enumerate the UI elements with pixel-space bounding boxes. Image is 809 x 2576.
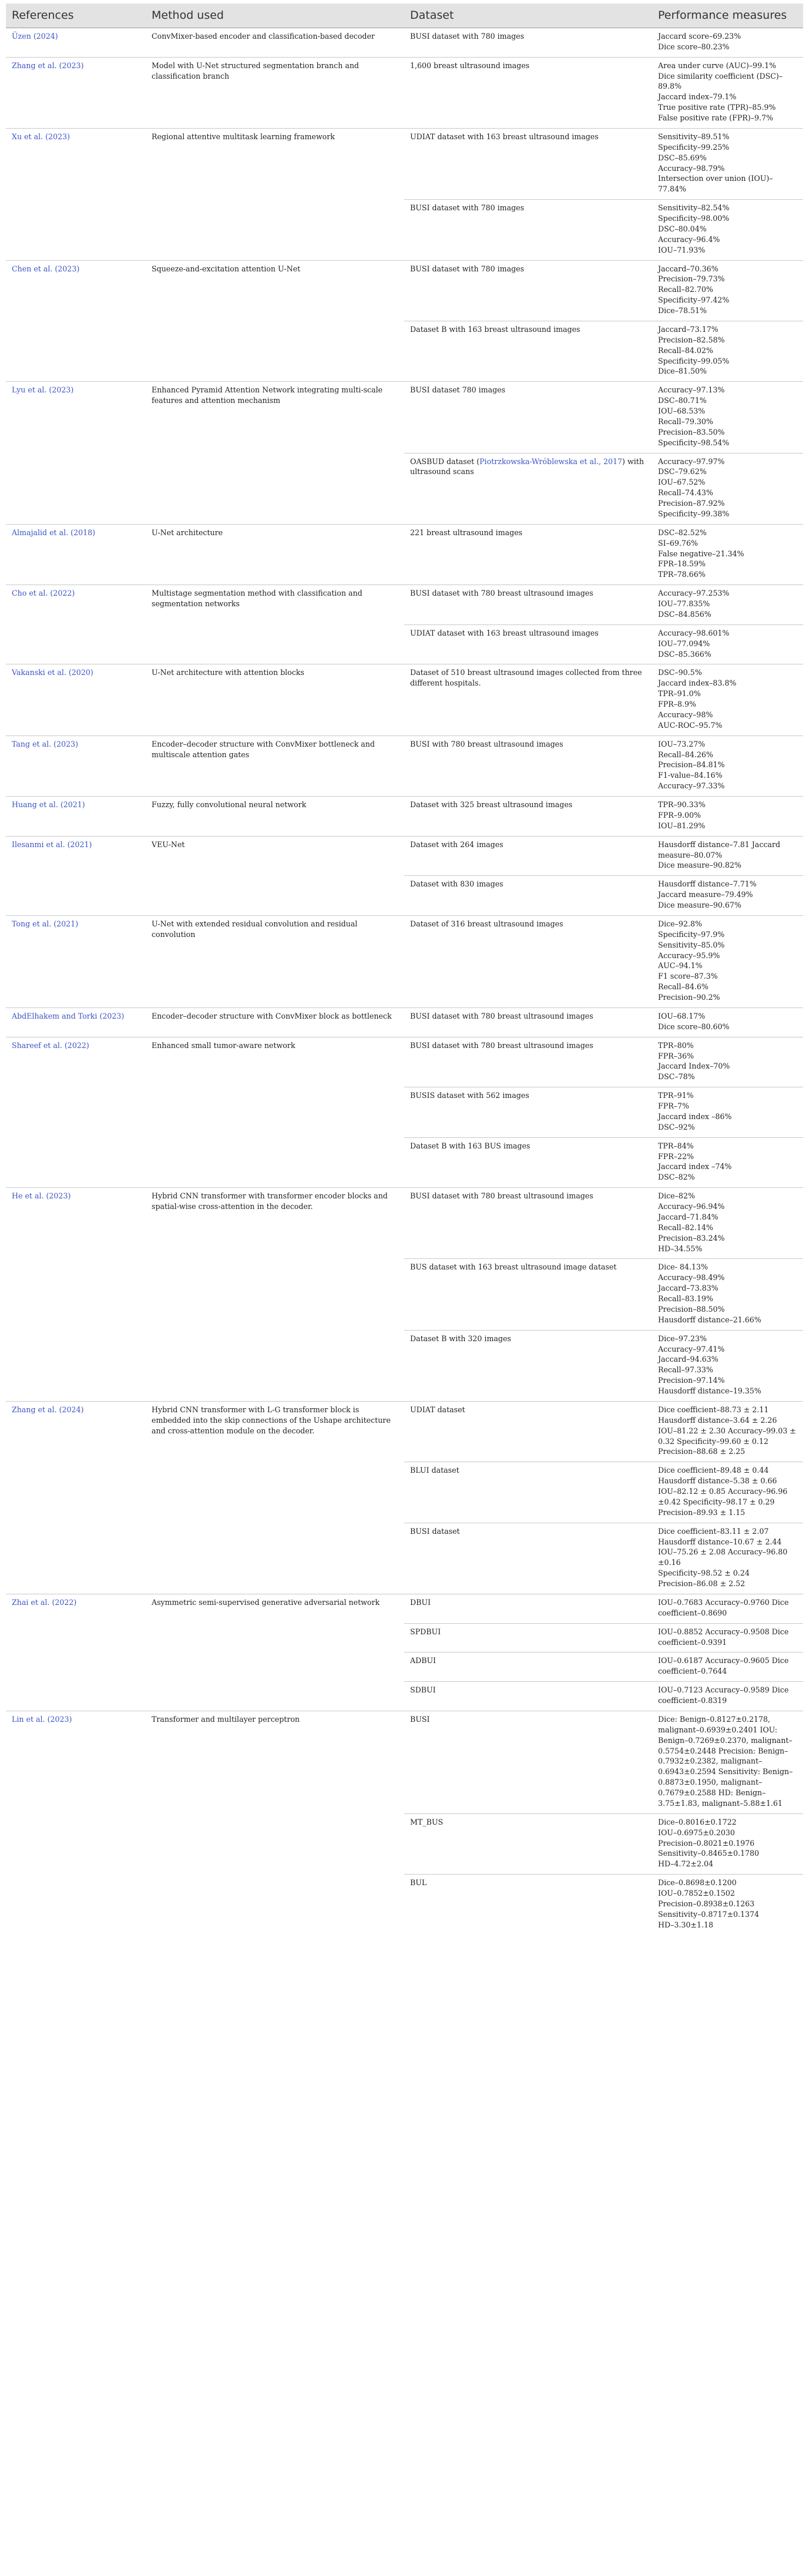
performance-measure: HD–3.30±1.18	[658, 1920, 714, 1929]
reference-link[interactable]: Zhang et al. (2023)	[6, 57, 146, 128]
performance-cell	[652, 524, 803, 585]
performance-cell	[652, 1875, 803, 1935]
reference-link[interactable]: He et al. (2023)	[6, 1188, 146, 1402]
performance-measure: Precision–90.2%	[658, 993, 720, 1002]
performance-cell	[652, 1462, 803, 1523]
performance-measure: Jaccard Index–70%	[658, 1062, 730, 1071]
dataset-cell: Dataset of 316 breast ultrasound images	[404, 915, 652, 1007]
performance-measure: Dice coefficient–88.73 ± 2.11 Hausdorff distance–3.64 ± 2.26 IOU–81.22 ± 2.30 Accuracy–99.03 ± 0.32 Specificity–99.60 ± 0.12 Precision–88.68 ± 2.25	[658, 1405, 796, 1456]
method-cell: Multistage segmentation method with classification and segmentation networks	[146, 585, 404, 664]
performance-cell	[652, 1087, 803, 1138]
performance-measure: IOU–81.29%	[658, 821, 706, 830]
performance-cell	[652, 797, 803, 837]
dataset-cell: OASBUD dataset (Piotrzkowska-Wróblewska et al., 2017) with ultrasound scans	[404, 453, 652, 524]
performance-cell	[652, 1711, 803, 1813]
dataset-cell: UDIAT dataset	[404, 1401, 652, 1462]
table-row	[6, 664, 803, 735]
performance-measure: FPR–9.00%	[658, 810, 701, 820]
performance-cell	[652, 453, 803, 524]
performance-measure: DSC–84.856%	[658, 609, 711, 619]
performance-measure: Recall–97.33%	[658, 1365, 713, 1375]
dataset-cell: Dataset B with 163 breast ultrasound images	[404, 321, 652, 381]
performance-measure: Specificity–99.38%	[658, 509, 730, 518]
performance-measure: TPR–91%	[658, 1091, 694, 1100]
dataset-citation-link[interactable]: Piotrzkowska-Wróblewska et al., 2017	[479, 456, 623, 466]
performance-measure: Accuracy–98.49%	[658, 1273, 725, 1282]
performance-measure: FPR–8.9%	[658, 700, 696, 709]
reference-link[interactable]: Chen et al. (2023)	[6, 260, 146, 382]
header-references: References	[6, 4, 146, 28]
performance-measure: Jaccard index –86%	[658, 1111, 732, 1121]
method-cell: U-Net with extended residual convolution and residual convolution	[146, 915, 404, 1007]
table-row	[6, 1037, 803, 1087]
performance-measure: Accuracy–97.97%	[658, 456, 725, 466]
performance-cell	[652, 1330, 803, 1401]
reference-link[interactable]: Tong et al. (2021)	[6, 915, 146, 1007]
method-cell: VEU-Net	[146, 836, 404, 915]
method-cell: Encoder–decoder structure with ConvMixer bottleneck and multiscale attention gates	[146, 735, 404, 796]
reference-link[interactable]: Zhang et al. (2024)	[6, 1401, 146, 1594]
performance-measure: IOU–0.7852±0.1502	[658, 1889, 735, 1898]
performance-measure: Precision–87.92%	[658, 499, 725, 508]
reference-link[interactable]: Xu et al. (2023)	[6, 128, 146, 260]
performance-measure: Jaccard–73.83%	[658, 1284, 719, 1293]
performance-measure: Sensitivity–0.8717±0.1374	[658, 1909, 760, 1919]
performance-measure: Hausdorff distance–19.35%	[658, 1386, 761, 1396]
header-method-used: Method used	[146, 4, 404, 28]
performance-measure: F1-value–84.16%	[658, 771, 723, 780]
performance-measure: Specificity–99.05%	[658, 356, 730, 365]
performance-measure: IOU–0.7683 Accuracy–0.9760 Dice coefficient–0.8690	[658, 1597, 789, 1617]
dataset-cell: 1,600 breast ultrasound images	[404, 57, 652, 128]
performance-measure: DSC–80.04%	[658, 224, 707, 233]
method-cell: Squeeze-and-excitation attention U-Net	[146, 260, 404, 382]
reference-link[interactable]: Ilesanmi et al. (2021)	[6, 836, 146, 915]
performance-measure: Jaccard index–79.1%	[658, 92, 737, 102]
literature-table	[6, 4, 803, 1935]
dataset-cell: BUSI dataset with 780 images	[404, 260, 652, 321]
dataset-cell: BUSI dataset with 780 breast ultrasound images	[404, 1007, 652, 1037]
performance-measure: Dice–81.50%	[658, 367, 707, 376]
performance-measure: Dice coefficient–83.11 ± 2.07 Hausdorff distance–10.67 ± 2.44 IOU–75.26 ± 2.08 Accuracy–96.80 ±0.16	[658, 1526, 788, 1567]
dataset-cell: BLUI dataset	[404, 1462, 652, 1523]
performance-cell	[652, 1259, 803, 1330]
dataset-cell: UDIAT dataset with 163 breast ultrasound images	[404, 624, 652, 664]
performance-cell	[652, 1594, 803, 1623]
performance-measure: TPR–80%	[658, 1040, 694, 1050]
header-dataset: Dataset	[404, 4, 652, 28]
reference-link[interactable]: Almajalid et al. (2018)	[6, 524, 146, 585]
performance-measure: IOU–68.17%	[658, 1011, 706, 1020]
dataset-cell: BUS dataset with 163 breast ultrasound image dataset	[404, 1259, 652, 1330]
dataset-cell: BUSI dataset with 780 breast ultrasound images	[404, 585, 652, 625]
reference-link[interactable]: Cho et al. (2022)	[6, 585, 146, 664]
performance-cell	[652, 1653, 803, 1682]
table-row	[6, 382, 803, 453]
performance-measure: SI–69.76%	[658, 538, 698, 548]
performance-measure: Hausdorff distance–7.71%	[658, 879, 757, 889]
performance-measure: Precision–84.81%	[658, 760, 725, 770]
performance-measure: IOU–0.6975±0.2030	[658, 1828, 735, 1837]
performance-measure: TPR–90.33%	[658, 800, 706, 810]
dataset-cell: SDBUI	[404, 1682, 652, 1711]
performance-measure: Jaccard index–83.8%	[658, 679, 737, 688]
header-performance-measures: Performance measures	[652, 4, 803, 28]
performance-measure: Dice coefficient–89.48 ± 0.44 Hausdorff distance–5.38 ± 0.66 IOU–82.12 ± 0.85 Accuracy–96.96 ±0.42 Specificity–98.17 ± 0.29 Precision–89.93 ± 1.15	[658, 1466, 788, 1517]
performance-measure: Precision–97.14%	[658, 1376, 725, 1385]
table-row	[6, 735, 803, 796]
performance-measure: Dice score–80.23%	[658, 42, 730, 51]
reference-link[interactable]: Tang et al. (2023)	[6, 735, 146, 796]
performance-measure: Specificity–99.25%	[658, 142, 730, 152]
performance-cell	[652, 836, 803, 876]
performance-measure: TPR–78.66%	[658, 570, 706, 579]
performance-measure: Intersection over union (IOU)–77.84%	[658, 174, 773, 194]
performance-measure: Recall–82.70%	[658, 285, 713, 294]
performance-measure: Accuracy–98.601%	[658, 628, 730, 637]
method-cell: Transformer and multilayer perceptron	[146, 1711, 404, 1934]
dataset-cell: 221 breast ultrasound images	[404, 524, 652, 585]
performance-measure: False negative–21.34%	[658, 549, 744, 558]
performance-measure: Recall–82.14%	[658, 1222, 713, 1232]
table-row	[6, 1007, 803, 1037]
performance-measure: IOU–71.93%	[658, 245, 706, 254]
performance-measure: HD–34.55%	[658, 1244, 703, 1253]
table-row	[6, 585, 803, 625]
performance-measure: Dice–0.8016±0.1722	[658, 1817, 737, 1826]
method-cell: Enhanced Pyramid Attention Network integrating multi-scale features and attention mechanism	[146, 382, 404, 525]
method-cell: ConvMixer-based encoder and classification-based decoder	[146, 28, 404, 57]
table-body	[6, 28, 803, 1934]
performance-measure: DSC–85.69%	[658, 153, 707, 162]
performance-measure: TPR–84%	[658, 1141, 694, 1150]
performance-measure: TPR–91.0%	[658, 689, 701, 698]
performance-measure: FPR–36%	[658, 1051, 694, 1060]
performance-measure: IOU–77.094%	[658, 639, 710, 648]
table-row	[6, 1594, 803, 1623]
table-row	[6, 524, 803, 585]
table-row	[6, 1401, 803, 1462]
performance-measure: Dice–0.8698±0.1200	[658, 1878, 737, 1888]
dataset-cell: BUSI dataset with 780 breast ultrasound images	[404, 1188, 652, 1259]
performance-cell	[652, 735, 803, 796]
performance-measure: DSC–90.5%	[658, 668, 702, 677]
performance-measure: FPR–7%	[658, 1101, 689, 1111]
performance-measure: Area under curve (AUC)–99.1%	[658, 61, 777, 70]
performance-measure: Precision–83.50%	[658, 427, 725, 436]
dataset-cell: BUSI with 780 breast ultrasound images	[404, 735, 652, 796]
performance-cell	[652, 1623, 803, 1653]
reference-link[interactable]: Lin et al. (2023)	[6, 1711, 146, 1934]
performance-cell	[652, 321, 803, 381]
performance-measure: AUC–94.1%	[658, 961, 703, 970]
method-cell: Hybrid CNN transformer with transformer encoder blocks and spatial-wise cross-attention in the decoder.	[146, 1188, 404, 1402]
method-cell: U-Net architecture	[146, 524, 404, 585]
performance-measure: Dice measure–90.82%	[658, 861, 741, 870]
reference-link[interactable]: Zhai et al. (2022)	[6, 1594, 146, 1711]
performance-cell	[652, 1137, 803, 1188]
performance-measure: Specificity–98.54%	[658, 438, 730, 447]
method-cell: Encoder–decoder structure with ConvMixer block as bottleneck	[146, 1007, 404, 1037]
performance-measure: Jaccard index –74%	[658, 1162, 732, 1171]
performance-cell	[652, 624, 803, 664]
dataset-cell: SPDBUI	[404, 1623, 652, 1653]
dataset-cell: MT_BUS	[404, 1813, 652, 1874]
performance-measure: DSC–78%	[658, 1072, 695, 1082]
performance-measure: Sensitivity–82.54%	[658, 203, 730, 213]
performance-cell	[652, 200, 803, 260]
performance-measure: Precision–86.08 ± 2.52	[658, 1579, 746, 1588]
dataset-suffix: with ultrasound scans	[410, 456, 644, 476]
performance-measure: IOU–68.53%	[658, 407, 706, 416]
performance-measure: Precision–79.73%	[658, 274, 725, 284]
table-row	[6, 260, 803, 321]
performance-measure: Dice similarity coefficient (DSC)–89.8%	[658, 71, 783, 91]
reference-link[interactable]: Shareef et al. (2022)	[6, 1037, 146, 1188]
performance-measure: Dice–82%	[658, 1191, 695, 1201]
performance-measure: Hausdorff distance–7.81 Jaccard measure–80.07%	[658, 839, 781, 859]
table-row	[6, 915, 803, 1007]
performance-measure: AUC-ROC–95.7%	[658, 720, 723, 730]
performance-measure: Recall–74.43%	[658, 488, 713, 498]
reference-link[interactable]: Vakanski et al. (2020)	[6, 664, 146, 735]
performance-measure: Accuracy–95.9%	[658, 951, 720, 960]
table-row	[6, 836, 803, 876]
performance-measure: F1 score–87.3%	[658, 972, 718, 981]
performance-cell	[652, 57, 803, 128]
performance-measure: Recall–79.30%	[658, 417, 713, 426]
header-row	[6, 4, 803, 28]
performance-measure: DSC–80.71%	[658, 396, 707, 405]
dataset-cell: BUSI dataset	[404, 1523, 652, 1594]
performance-measure: Accuracy–96.94%	[658, 1202, 725, 1211]
performance-measure: Accuracy–96.4%	[658, 234, 720, 244]
performance-measure: DSC–82.52%	[658, 528, 707, 537]
performance-measure: DSC–82%	[658, 1173, 695, 1182]
dataset-cell: Dataset of 510 breast ultrasound images collected from three different hospitals.	[404, 664, 652, 735]
performance-measure: Dice measure–90.67%	[658, 901, 741, 910]
method-cell: Enhanced small tumor-aware network	[146, 1037, 404, 1188]
performance-measure: IOU–0.6187 Accuracy–0.9605 Dice coefficient–0.7644	[658, 1656, 789, 1676]
dataset-cell: Dataset B with 163 BUS images	[404, 1137, 652, 1188]
performance-measure: Accuracy–98%	[658, 710, 713, 719]
performance-measure: Precision–83.24%	[658, 1233, 725, 1242]
dataset-cell: BUSI dataset with 780 images	[404, 28, 652, 57]
performance-measure: Jaccard score–69.23%	[658, 31, 741, 41]
performance-measure: IOU–0.8852 Accuracy–0.9508 Dice coefficient–0.9391	[658, 1627, 789, 1647]
performance-measure: IOU–73.27%	[658, 739, 706, 748]
performance-cell	[652, 915, 803, 1007]
dataset-cell: BUSI dataset with 780 breast ultrasound images	[404, 1037, 652, 1087]
performance-measure: Jaccard–71.84%	[658, 1212, 719, 1221]
table-row	[6, 28, 803, 57]
performance-measure: Precision–0.8021±0.1976	[658, 1838, 755, 1848]
dataset-cell: Dataset with 325 breast ultrasound images	[404, 797, 652, 837]
performance-measure: Accuracy–97.13%	[658, 385, 725, 395]
performance-measure: Accuracy–97.33%	[658, 781, 725, 791]
performance-measure: HD–4.72±2.04	[658, 1859, 714, 1869]
performance-measure: Jaccard–73.17%	[658, 324, 719, 334]
performance-cell	[652, 585, 803, 625]
performance-measure: Specificity–98.00%	[658, 214, 730, 223]
performance-measure: Specificity–98.52 ± 0.24	[658, 1569, 750, 1578]
performance-measure: True positive rate (TPR)–85.9%	[658, 103, 776, 112]
performance-measure: Precision–82.58%	[658, 335, 725, 344]
performance-cell	[652, 1401, 803, 1462]
performance-measure: False positive rate (FPR)–9.7%	[658, 113, 773, 123]
performance-measure: Dice- 84.13%	[658, 1262, 708, 1272]
performance-measure: Recall–84.26%	[658, 750, 713, 759]
performance-cell	[652, 382, 803, 453]
performance-measure: Dice–78.51%	[658, 306, 707, 315]
method-cell: Hybrid CNN transformer with L-G transformer block is embedded into the skip connections of the Ushape architecture and cross-attention module on the decoder.	[146, 1401, 404, 1594]
dataset-cell: BUSI	[404, 1711, 652, 1813]
performance-cell	[652, 876, 803, 916]
performance-measure: Precision–0.8938±0.1263	[658, 1899, 755, 1908]
performance-measure: Precision–88.50%	[658, 1304, 725, 1314]
performance-measure: IOU–0.7123 Accuracy–0.9589 Dice coefficient–0.8319	[658, 1685, 789, 1705]
performance-measure: Recall–84.6%	[658, 982, 709, 992]
performance-measure: Recall–84.02%	[658, 345, 713, 355]
performance-measure: Jaccard measure–79.49%	[658, 890, 753, 899]
performance-measure: DSC–79.62%	[658, 467, 707, 476]
dataset-name: OASBUD dataset	[410, 456, 475, 466]
performance-cell	[652, 1523, 803, 1594]
performance-measure: Dice score–80.60%	[658, 1022, 730, 1031]
performance-cell	[652, 128, 803, 199]
dataset-cell: BUSI dataset with 780 images	[404, 200, 652, 260]
performance-measure: Dice–92.8%	[658, 919, 702, 928]
performance-measure: Hausdorff distance–21.66%	[658, 1315, 761, 1324]
performance-cell	[652, 1813, 803, 1874]
performance-measure: Jaccard–70.36%	[658, 264, 719, 273]
performance-measure: Specificity–97.9%	[658, 929, 725, 939]
dataset-cell: Dataset B with 320 images	[404, 1330, 652, 1401]
performance-measure: Recall–83.19%	[658, 1294, 713, 1304]
performance-measure: Jaccard–94.63%	[658, 1355, 719, 1364]
method-cell: Model with U-Net structured segmentation branch and classification branch	[146, 57, 404, 128]
dataset-cell: DBUI	[404, 1594, 652, 1623]
performance-cell	[652, 28, 803, 57]
performance-cell	[652, 1007, 803, 1037]
dataset-cell: ADBUI	[404, 1653, 652, 1682]
dataset-cell: Dataset with 264 images	[404, 836, 652, 876]
performance-measure: Sensitivity–89.51%	[658, 132, 730, 141]
performance-measure: Dice: Benign–0.8127±0.2178, malignant–0.6939±0.2401 IOU: Benign–0.7269±0.2370, malignant–0.5754±0.2448 Precision: Benign–0.7932±0.2382, malignant–0.6943±0.2594 Sensitivity: Benign–0.8873±0.1950, malignant–0.7679±0.2588 HD: Benign–3.75±1.83, malignant–5.88±1.61	[658, 1714, 793, 1808]
method-cell: Asymmetric semi-supervised generative adversarial network	[146, 1594, 404, 1711]
performance-cell	[652, 664, 803, 735]
dataset-cell: BUL	[404, 1875, 652, 1935]
reference-link[interactable]: Huang et al. (2021)	[6, 797, 146, 837]
performance-measure: DSC–92%	[658, 1122, 695, 1131]
performance-measure: Accuracy–97.253%	[658, 589, 730, 598]
dataset-cell: Dataset with 830 images	[404, 876, 652, 916]
performance-measure: DSC–85.366%	[658, 649, 711, 659]
dataset-cell: UDIAT dataset with 163 breast ultrasound images	[404, 128, 652, 199]
method-cell: U-Net architecture with attention blocks	[146, 664, 404, 735]
method-cell: Regional attentive multitask learning framework	[146, 128, 404, 260]
table-row	[6, 128, 803, 199]
reference-link[interactable]: AbdElhakem and Torki (2023)	[6, 1007, 146, 1037]
reference-link[interactable]: Lyu et al. (2023)	[6, 382, 146, 525]
table-row	[6, 1188, 803, 1259]
performance-measure: Accuracy–97.41%	[658, 1344, 725, 1354]
table-row	[6, 797, 803, 837]
reference-link[interactable]: Üzen (2024)	[6, 28, 146, 57]
performance-measure: FPR–22%	[658, 1151, 694, 1161]
performance-cell	[652, 260, 803, 321]
performance-measure: FPR–18.59%	[658, 559, 706, 569]
performance-cell	[652, 1682, 803, 1711]
table-row	[6, 1711, 803, 1813]
method-cell: Fuzzy, fully convolutional neural network	[146, 797, 404, 837]
performance-measure: Accuracy–98.79%	[658, 163, 725, 173]
performance-measure: IOU–67.52%	[658, 478, 706, 487]
dataset-cell: BUSIS dataset with 562 images	[404, 1087, 652, 1138]
performance-measure: Dice–97.23%	[658, 1334, 707, 1343]
performance-measure: Sensitivity–85.0%	[658, 940, 725, 949]
performance-cell	[652, 1188, 803, 1259]
performance-measure: Specificity–97.42%	[658, 295, 730, 305]
table-row	[6, 57, 803, 128]
dataset-cell: BUSI dataset 780 images	[404, 382, 652, 453]
performance-cell	[652, 1037, 803, 1087]
performance-measure: IOU–77.835%	[658, 599, 710, 609]
performance-measure: Sensitivity–0.8465±0.1780	[658, 1849, 760, 1858]
